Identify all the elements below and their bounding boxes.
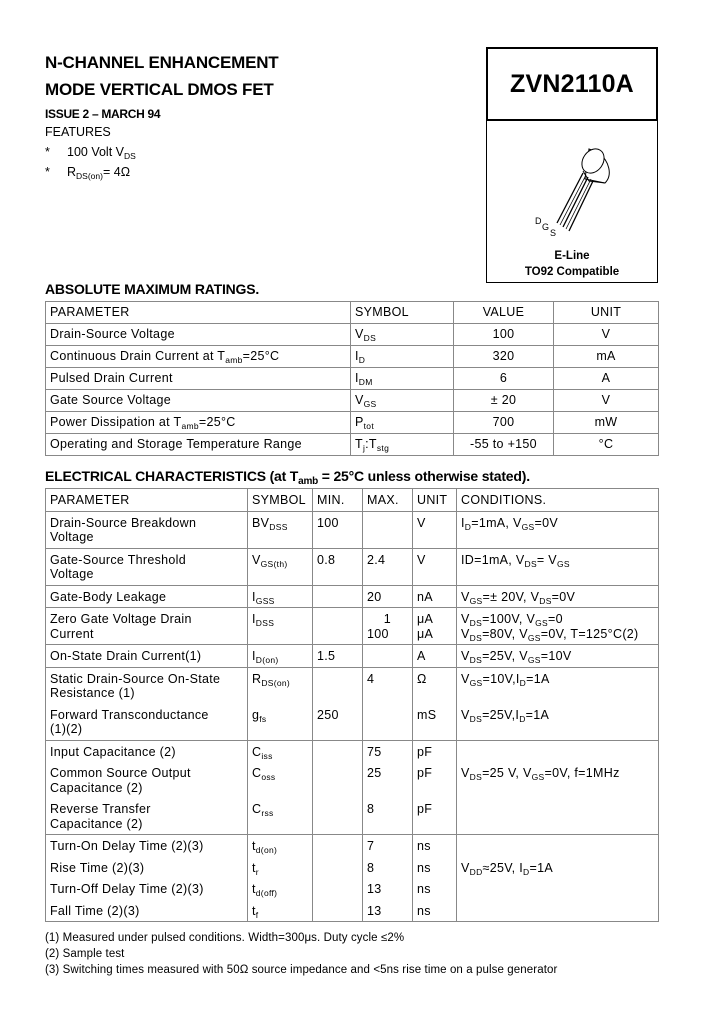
min-cell xyxy=(313,857,363,879)
conditions-cell xyxy=(457,835,659,857)
table-row xyxy=(46,585,659,608)
unit-cell: μA μA xyxy=(413,608,457,645)
table-row xyxy=(46,878,659,900)
note-3: (3) Switching times measured with 50Ω source impedance and <5ns rise time on a pulse generator xyxy=(45,964,558,976)
unit-cell: mA xyxy=(554,346,659,368)
symbol-cell: $t_f$ xyxy=(248,900,313,922)
min-cell xyxy=(313,900,363,922)
max-cell: 25 xyxy=(363,762,413,798)
feature-sub: DS(on) xyxy=(76,171,103,181)
min-cell xyxy=(313,878,363,900)
param-cell: Operating and Storage Temperature Range xyxy=(46,434,351,456)
unit-cell: ns xyxy=(413,878,457,900)
elec-heading: ELECTRICAL CHARACTERISTICS (at $T_{amb} = 25^\circ C$ unless otherwise stated). xyxy=(45,468,530,487)
value-cell: 320 xyxy=(454,346,554,368)
param-cell: Input Capacitance (2) xyxy=(46,740,248,762)
symbol-cell: $g_{fs}$ xyxy=(248,704,313,741)
param-cell: Reverse Transfer Capacitance (2) xyxy=(46,798,248,835)
feature-text: R xyxy=(67,165,77,179)
table-row xyxy=(46,798,659,835)
symbol-cell: $P_{tot}$ xyxy=(351,412,454,434)
unit-cell: pF xyxy=(413,762,457,798)
table-header-row xyxy=(46,489,659,512)
header-cell: SYMBOL xyxy=(248,489,313,512)
table-row xyxy=(46,835,659,857)
value-cell: ± 20 xyxy=(454,390,554,412)
unit-cell: V xyxy=(554,390,659,412)
max-cell xyxy=(363,645,413,668)
unit-cell: pF xyxy=(413,798,457,835)
part-number: ZVN2110A xyxy=(510,70,634,98)
unit-cell: V xyxy=(413,548,457,585)
header-cell: UNIT xyxy=(413,489,457,512)
value-cell: 6 xyxy=(454,368,554,390)
symbol-cell: $BV_{DSS}$ xyxy=(248,511,313,548)
min-cell xyxy=(313,835,363,857)
conditions-cell xyxy=(457,878,659,900)
unit-cell: mW xyxy=(554,412,659,434)
symbol-cell: $C_{rss}$ xyxy=(248,798,313,835)
max-cell: 7 xyxy=(363,835,413,857)
symbol-cell: $t_{d(off)}$ xyxy=(248,878,313,900)
header-cell: PARAMETER xyxy=(46,489,248,512)
param-cell: Zero Gate Voltage Drain Current xyxy=(46,608,248,645)
feature-after: = 4Ω xyxy=(102,165,131,179)
param-cell: Continuous Drain Current at $T_{amb}=25^\circ C$ xyxy=(46,346,351,368)
table-row xyxy=(46,548,659,585)
features-heading: FEATURES xyxy=(45,125,111,139)
symbol-cell: $V_{GS(th)}$ xyxy=(248,548,313,585)
header-cell: MIN. xyxy=(313,489,363,512)
conditions-cell xyxy=(457,798,659,835)
package-compat: TO92 Compatible xyxy=(524,266,620,278)
symbol-cell: $V_{DS}$ xyxy=(351,324,454,346)
table-row xyxy=(46,645,659,668)
package-name: E-Line xyxy=(554,250,590,262)
unit-cell: V xyxy=(554,324,659,346)
param-cell: Drain-Source Breakdown Voltage xyxy=(46,511,248,548)
feature-item-1 xyxy=(45,145,136,161)
symbol-cell: $R_{DS(on)}$ xyxy=(248,667,313,704)
min-cell: 1.5 xyxy=(313,645,363,668)
conditions-cell: $V_{DS}=25$ V, $V_{GS}=0V$, f=1MHz xyxy=(457,762,659,798)
note-2: (2) Sample test xyxy=(45,948,125,960)
part-number-box xyxy=(486,47,658,121)
max-cell: 75 xyxy=(363,740,413,762)
table-row xyxy=(46,704,659,741)
feature-text: 100 Volt V xyxy=(67,145,124,159)
symbol-cell: $I_D$ xyxy=(351,346,454,368)
bullet: * xyxy=(45,165,50,179)
abs-max-heading: ABSOLUTE MAXIMUM RATINGS. xyxy=(45,281,260,297)
conditions-cell: $V_{DS}=100V$, $V_{GS}=0$ $V_{DS}=80V$, $V_{GS}=0V$, T=125°C(2) xyxy=(457,608,659,645)
param-cell: Fall Time (2)(3) xyxy=(46,900,248,922)
header-cell: UNIT xyxy=(554,302,659,324)
max-cell xyxy=(363,704,413,741)
unit-cell: A xyxy=(413,645,457,668)
header-cell: SYMBOL xyxy=(351,302,454,324)
elec-table xyxy=(45,488,659,922)
unit-cell: mS xyxy=(413,704,457,741)
symbol-cell: $I_{GSS}$ xyxy=(248,585,313,608)
unit-cell: ns xyxy=(413,857,457,879)
table-row xyxy=(46,511,659,548)
conditions-cell: $V_{GS}=\pm 20V$, $V_{DS}=0V$ xyxy=(457,585,659,608)
table-row xyxy=(46,857,659,879)
pin-label-s: S xyxy=(550,228,557,238)
conditions-cell: $I_D=1mA$, $V_{GS}=0V$ xyxy=(457,511,659,548)
unit-cell: V xyxy=(413,511,457,548)
unit-cell: pF xyxy=(413,740,457,762)
table-header-row xyxy=(46,302,659,324)
table-row xyxy=(46,368,659,390)
title-line-1: N-CHANNEL ENHANCEMENT xyxy=(45,53,279,72)
max-cell: 8 xyxy=(363,798,413,835)
max-cell: 2.4 xyxy=(363,548,413,585)
header-cell: CONDITIONS. xyxy=(457,489,659,512)
table-row xyxy=(46,667,659,704)
table-row xyxy=(46,346,659,368)
unit-cell: ns xyxy=(413,900,457,922)
max-cell: 13 xyxy=(363,878,413,900)
max-cell: 4 xyxy=(363,667,413,704)
table-row xyxy=(46,434,659,456)
header-cell: PARAMETER xyxy=(46,302,351,324)
min-cell xyxy=(313,667,363,704)
max-cell: 13 xyxy=(363,900,413,922)
max-cell: 8 xyxy=(363,857,413,879)
table-row xyxy=(46,608,659,645)
abs-max-table xyxy=(45,301,659,456)
table-row xyxy=(46,412,659,434)
table-row xyxy=(46,762,659,798)
unit-cell: ns xyxy=(413,835,457,857)
param-cell: Static Drain-Source On-State Resistance (1) xyxy=(46,667,248,704)
param-cell: Power Dissipation at $T_{amb}=25^\circ C$ xyxy=(46,412,351,434)
symbol-cell: $t_r$ xyxy=(248,857,313,879)
symbol-cell: $C_{oss}$ xyxy=(248,762,313,798)
table-row xyxy=(46,900,659,922)
param-cell: Gate-Source Threshold Voltage xyxy=(46,548,248,585)
symbol-cell: $I_{DM}$ xyxy=(351,368,454,390)
conditions-cell: $V_{DD}\approx 25V$, $I_D=1A$ xyxy=(457,857,659,879)
unit-cell: °C xyxy=(554,434,659,456)
symbol-cell: $V_{GS}$ xyxy=(351,390,454,412)
conditions-cell xyxy=(457,740,659,762)
min-cell: 0.8 xyxy=(313,548,363,585)
param-cell: Rise Time (2)(3) xyxy=(46,857,248,879)
conditions-cell: $V_{DS}=25V,I_D=1A$ xyxy=(457,704,659,741)
min-cell xyxy=(313,608,363,645)
min-cell: 100 xyxy=(313,511,363,548)
issue-date: ISSUE 2 – MARCH 94 xyxy=(45,107,161,121)
param-cell: Gate Source Voltage xyxy=(46,390,351,412)
header-cell: VALUE xyxy=(454,302,554,324)
param-cell: Pulsed Drain Current xyxy=(46,368,351,390)
max-cell xyxy=(363,511,413,548)
unit-cell: A xyxy=(554,368,659,390)
symbol-cell: $t_{d(on)}$ xyxy=(248,835,313,857)
param-cell: Gate-Body Leakage xyxy=(46,585,248,608)
param-cell: Turn-On Delay Time (2)(3) xyxy=(46,835,248,857)
value-cell: 700 xyxy=(454,412,554,434)
pin-label-d: D xyxy=(535,216,542,226)
param-cell: On-State Drain Current(1) xyxy=(46,645,248,668)
package-box xyxy=(486,121,658,283)
header-cell: MAX. xyxy=(363,489,413,512)
symbol-cell: $I_{D(on)}$ xyxy=(248,645,313,668)
conditions-cell: $V_{GS}=10V,I_D=1A$ xyxy=(457,667,659,704)
min-cell: 250 xyxy=(313,704,363,741)
value-cell: 100 xyxy=(454,324,554,346)
max-cell: 1 100 xyxy=(363,608,413,645)
min-cell xyxy=(313,798,363,835)
min-cell xyxy=(313,585,363,608)
param-cell: Common Source Output Capacitance (2) xyxy=(46,762,248,798)
symbol-cell: $C_{iss}$ xyxy=(248,740,313,762)
min-cell xyxy=(313,762,363,798)
feature-sub: DS xyxy=(124,151,136,161)
conditions-cell xyxy=(457,900,659,922)
max-cell: 20 xyxy=(363,585,413,608)
conditions-cell: ID=1mA, $V_{DS}= V_{GS}$ xyxy=(457,548,659,585)
title-line-2: MODE VERTICAL DMOS FET xyxy=(45,80,274,99)
conditions-cell: $V_{DS}=25V$, $V_{GS}=10V$ xyxy=(457,645,659,668)
pin-label-g: G xyxy=(542,222,550,232)
unit-cell: nA xyxy=(413,585,457,608)
table-row xyxy=(46,740,659,762)
param-cell: Drain-Source Voltage xyxy=(46,324,351,346)
unit-cell: Ω xyxy=(413,667,457,704)
table-row xyxy=(46,390,659,412)
note-1: (1) Measured under pulsed conditions. Width=300μs. Duty cycle ≤2% xyxy=(45,932,405,944)
value-cell: -55 to +150 xyxy=(454,434,554,456)
table-row xyxy=(46,324,659,346)
bullet: * xyxy=(45,145,50,159)
param-cell: Forward Transconductance (1)(2) xyxy=(46,704,248,741)
min-cell xyxy=(313,740,363,762)
symbol-cell: $T_j:T_{stg}$ xyxy=(351,434,454,456)
param-cell: Turn-Off Delay Time (2)(3) xyxy=(46,878,248,900)
symbol-cell: $I_{DSS}$ xyxy=(248,608,313,645)
